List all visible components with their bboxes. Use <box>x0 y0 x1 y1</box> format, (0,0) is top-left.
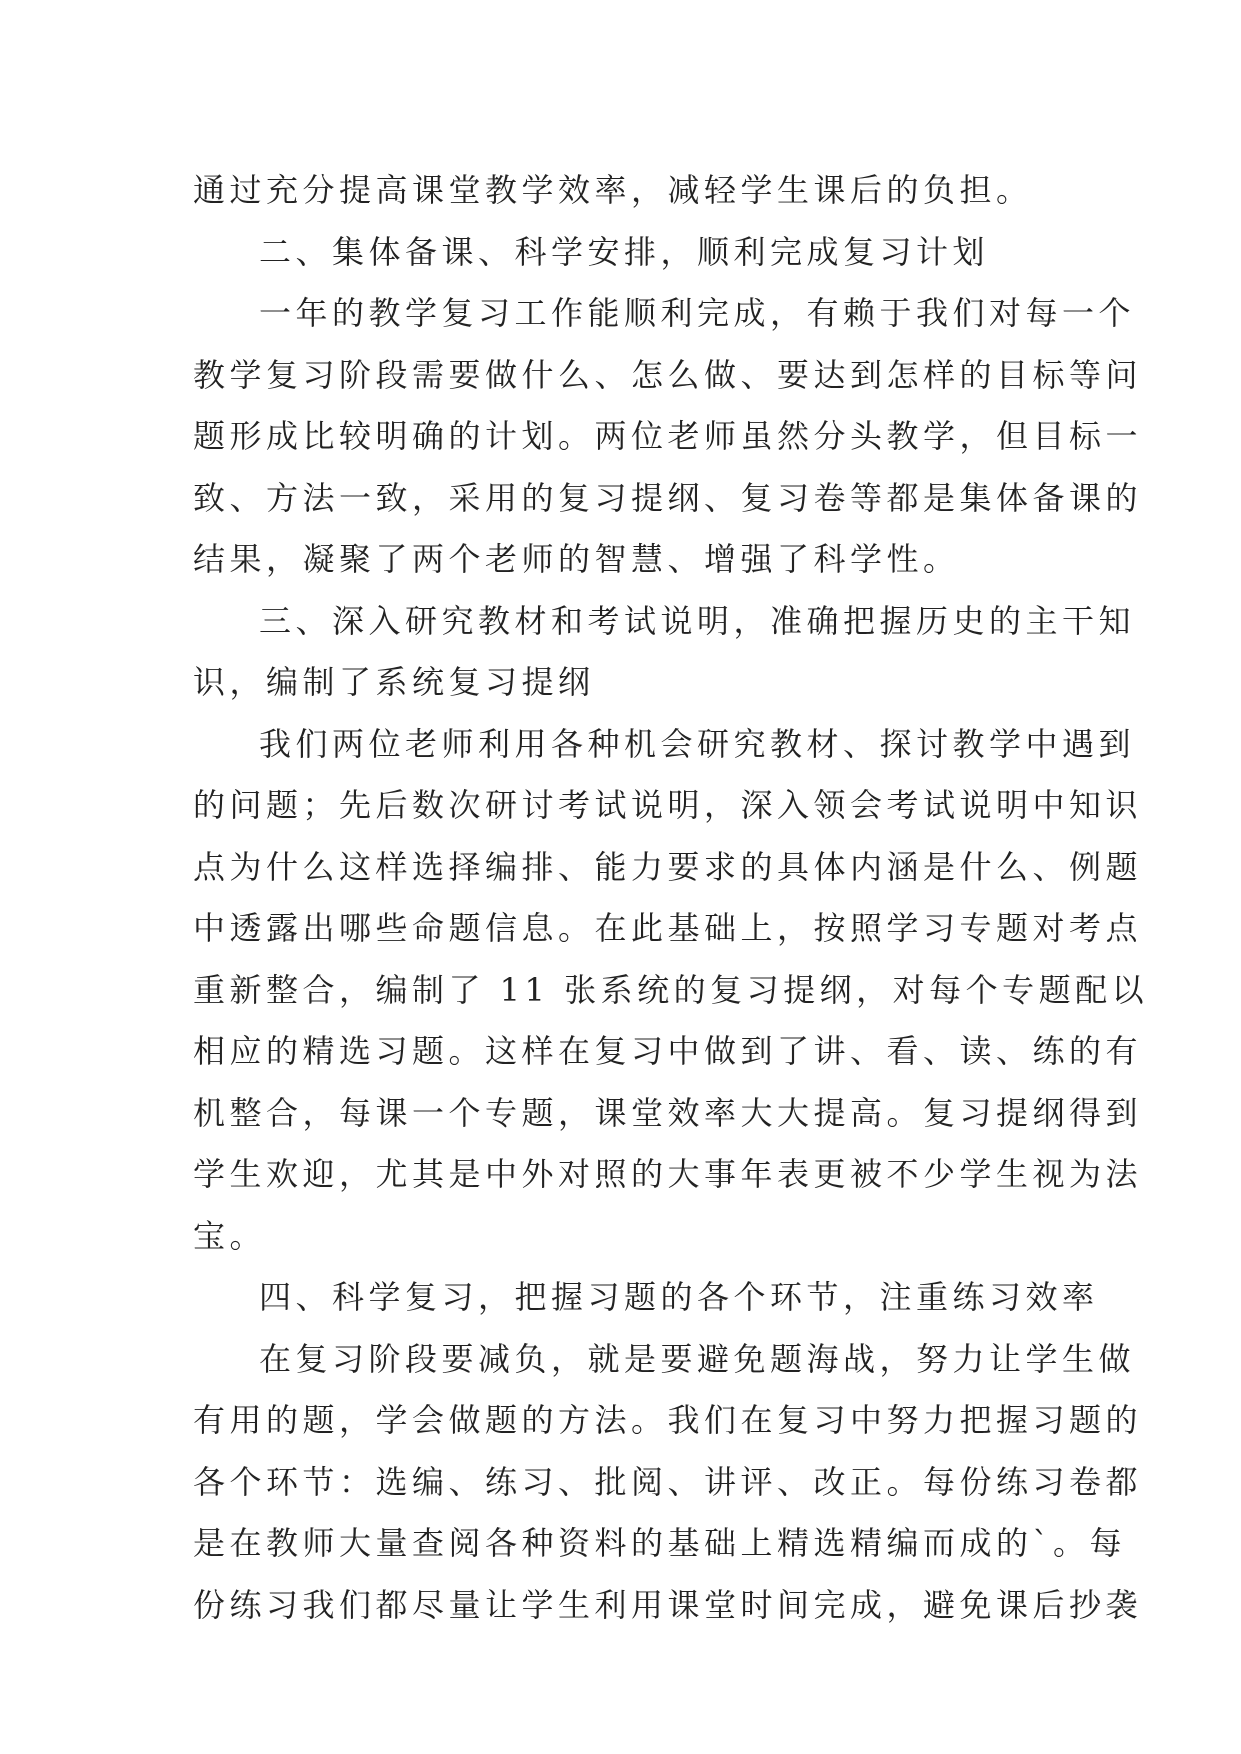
text-line: 中透露出哪些命题信息。在此基础上，按照学习专题对考点 <box>193 909 1143 947</box>
text-line: 教学复习阶段需要做什么、怎么做、要达到怎样的目标等问 <box>193 355 1143 394</box>
text-line: 致、方法一致，采用的复习提纲、复习卷等都是集体备课的 <box>193 478 1143 517</box>
text-line: 通过充分提高课堂教学效率，减轻学生课后的负担。 <box>193 171 1033 209</box>
text-line: 宝。 <box>193 1216 267 1255</box>
section-heading: 二、集体备课、科学安排，顺利完成复习计划 <box>259 232 990 271</box>
text-line: 我们两位老师利用各种机会研究教材、探讨教学中遇到 <box>259 724 1136 763</box>
text-line: 一年的教学复习工作能顺利完成，有赖于我们对每一个 <box>259 294 1136 332</box>
text-line: 有用的题，学会做题的方法。我们在复习中努力把握习题的 <box>193 1401 1143 1439</box>
text-line: 点为什么这样选择编排、能力要求的具体内涵是什么、例题 <box>193 847 1143 886</box>
section-heading-continued: 识，编制了系统复习提纲 <box>193 663 595 701</box>
text-line: 份练习我们都尽量让学生利用课堂时间完成，避免课后抄袭 <box>193 1585 1143 1624</box>
text-line: 题形成比较明确的计划。两位老师虽然分头教学，但目标一 <box>193 417 1143 455</box>
text-line: 学生欢迎，尤其是中外对照的大事年表更被不少学生视为法 <box>193 1155 1143 1193</box>
text-line: 结果，凝聚了两个老师的智慧、增强了科学性。 <box>193 540 960 578</box>
text-line: 重新整合，编制了 11 张系统的复习提纲，对每个专题配以 <box>193 970 1149 1009</box>
text-line: 相应的精选习题。这样在复习中做到了讲、看、读、练的有 <box>193 1032 1143 1070</box>
section-heading: 三、深入研究教材和考试说明，准确把握历史的主干知 <box>259 601 1136 640</box>
text-line: 各个环节：选编、练习、批阅、讲评、改正。每份练习卷都 <box>193 1462 1143 1501</box>
section-heading: 四、科学复习，把握习题的各个环节，注重练习效率 <box>259 1278 1099 1316</box>
text-line: 的问题；先后数次研讨考试说明，深入领会考试说明中知识 <box>193 786 1143 824</box>
text-line: 机整合，每课一个专题，课堂效率大大提高。复习提纲得到 <box>193 1093 1143 1132</box>
document-page <box>193 160 1149 1636</box>
text-line: 是在教师大量查阅各种资料的基础上精选精编而成的`。每 <box>193 1524 1127 1562</box>
text-line: 在复习阶段要减负，就是要避免题海战，努力让学生做 <box>259 1339 1136 1378</box>
